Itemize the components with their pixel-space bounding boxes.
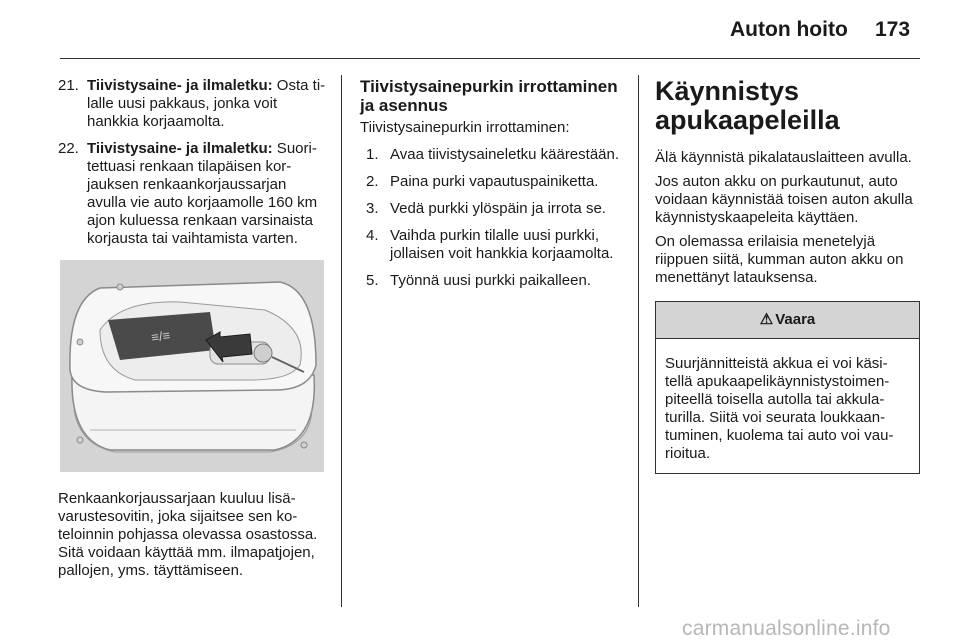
repair-kit-illustration [60,260,324,472]
list-item-lead: Tiivistysaine- ja ilmaletku: [87,77,273,94]
step-text: Paina purki vapautuspainiketta. [390,173,599,190]
danger-header [656,302,919,339]
column-right [655,77,920,474]
list-item [360,146,632,164]
section-heading: Tiivistysainepurkin irrottaminen ja asennus [360,77,618,115]
svg-text:≡/≡: ≡/≡ [150,327,172,345]
list-item [360,272,632,290]
section-title: Käynnistys apukaapeleilla [655,76,840,135]
step-number: 2. [366,173,379,190]
repair-kit-list [58,77,326,248]
column-left [58,77,326,586]
column-divider-left [341,75,342,607]
header-divider [60,58,920,59]
step-number: 3. [366,200,379,217]
step-text: Vedä purkki ylöspäin ja irrota se. [390,200,606,217]
step-number: 1. [366,146,379,163]
danger-title: Vaara [775,311,816,328]
list-item [360,227,632,263]
danger-text: Suurjännitteistä akkua ei voi käsitellä apukaapelikäynnistystoimenpiteellä toisella autolla tai akkulaturilla. Siitä voi seurata loukkaantuminen, kuolema tai auto voi vaurioitua. [665,355,894,462]
paragraph: On olemassa erilaisia menetelyjä riippuen siitä, kumman auton akku on menettänyt latauksensa. [655,233,904,286]
list-item-text: Osta tilalle uusi pakkaus, jonka voit hankkia korjaamolta. [87,77,326,130]
column-divider-right [638,75,639,607]
paragraph: Älä käynnistä pikalatauslaitteen avulla. [655,149,912,166]
step-number: 4. [366,227,379,244]
list-item [360,200,632,218]
figure-caption: Renkaankorjaussarjaan kuuluu lisävarustesovitin, joka sijaitsee sen koteloinnin pohjassa olevassa osastossa. Sitä voidaan käyttää mm. ilmapatjojen, pallojen, yms. täyttämiseen. [58,490,318,579]
list-item [58,77,326,131]
list-item-text: Suoritettuasi renkaan tilapäisen korjauksen renkaankorjaussarjan avulla vie auto korjaamolle 160 km ajon kuluessa renkaan varsinaista korjausta tai vaihtamista varten. [87,140,318,247]
list-item-number: 21. [58,77,79,94]
danger-box [655,301,920,474]
column-middle [360,77,632,299]
list-item [58,140,326,248]
paragraph: Jos auton akku on purkautunut, auto voidaan käynnistää toisen auton akulla käynnistyskaapeleita käyttäen. [655,173,913,226]
repair-kit-drawing [60,260,324,472]
watermark: carmanualsonline.info [682,617,891,640]
warning-triangle-icon: ⚠ [759,311,774,328]
running-header-title: Auton hoito [730,18,848,41]
list-item-lead: Tiivistysaine- ja ilmaletku: [87,140,273,157]
step-text: Työnnä uusi purkki paikalleen. [390,272,591,289]
section-intro: Tiivistysainepurkin irrottaminen: [360,119,570,136]
list-item-number: 22. [58,140,79,157]
step-number: 5. [366,272,379,289]
step-text: Vaihda purkin tilalle uusi purkki, jollaisen voit hankkia korjaamolta. [390,227,614,262]
page-number: 173 [875,18,911,41]
list-item [360,173,632,191]
steps-list [360,146,632,290]
step-text: Avaa tiivistysaineletku käärestään. [390,146,620,163]
